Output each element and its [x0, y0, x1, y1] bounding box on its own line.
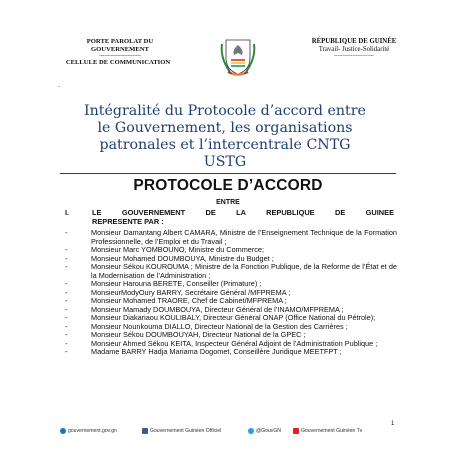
representatives-list — [65, 229, 397, 357]
title-line-1: Intégralité du Protocole d’accord entre — [84, 103, 366, 119]
small-mark: - — [58, 84, 60, 90]
title-underline — [60, 173, 396, 174]
list-item: - Monsieur Diakariaou KOULIBALY, Directeur Général ONAP (Office National du Pétrole); — [65, 313, 376, 322]
footer-bar — [60, 428, 400, 437]
list-item: - Monsieur Harouna BERETE, Conseiller (Primature) ; — [65, 279, 262, 288]
section-title-line-2: REPRESENTE PAR : — [92, 217, 164, 226]
list-item: - Monsieur Damantang Albert CAMARA, Ministre de l’Enseignement Technique de la Formation Professionnelle, de l’Emploi et du Travail ; — [65, 228, 397, 246]
list-item: - Monsieur Mohamed DOUMBOUYA, Ministre du Budget ; — [65, 253, 274, 263]
footer-twitter-label: @GouvGN — [256, 428, 281, 434]
globe-icon — [60, 428, 66, 434]
republic-separator: ------------------------ — [334, 54, 374, 59]
twitter-icon — [248, 428, 254, 434]
republic-name: RÉPUBLIQUE DE GUINÉE — [311, 38, 397, 45]
list-item: - Monsieur Ahmed Sékou KEITA, Inspecteur Général Adjoint de l’Administration Publique ; — [65, 338, 378, 348]
section-number: I. — [65, 208, 70, 217]
issuer-line-2: GOUVERNEMENT — [91, 46, 149, 53]
issuer-line-4: CELLULE DE COMMUNICATION — [65, 59, 171, 66]
article-title — [55, 103, 395, 171]
republic-motto: Travail- Justice-Solidarité — [318, 46, 390, 53]
issuer-block — [55, 38, 185, 67]
list-item: - Monsieur Mohamed TRAORE, Chef de Cabinet/MFPREMA ; — [65, 296, 287, 305]
footer-website-link[interactable] — [60, 428, 117, 434]
footer-facebook-link[interactable] — [142, 428, 221, 434]
title-line-4: USTG — [203, 154, 247, 170]
protocol-heading: PROTOCOLE D’ACCORD — [133, 177, 323, 194]
footer-youtube-link[interactable] — [293, 428, 362, 434]
page-number: 1 — [391, 421, 395, 427]
issuer-line-1: PORTE PAROLAT DU — [86, 38, 154, 45]
title-line-2: le Gouvernement, les organisations — [97, 120, 353, 136]
list-item: - Monsieur Sékou DOUMBOUYAH, Directeur National de la GPEC ; — [65, 330, 306, 339]
guinea-coat-of-arms-icon — [218, 34, 258, 78]
footer-facebook-label: Gouvernement Guinéen Officiel — [150, 428, 222, 434]
list-item: - Madame BARRY Hadja Mariama Dogomet, Conseillère Juridique MEETFPT ; — [65, 347, 342, 356]
list-item: - Monsieur Mamady DOUMBOUYA, Directeur Général de l’INAMO/MFPREMA ; — [65, 304, 344, 314]
list-item: - Monsieur Marc YOMBOUNO, Ministre du Commerce; — [65, 245, 265, 254]
list-item: - MonsieurModyOury BARRY, Secrétaire Général /MFPREMA ; — [65, 287, 291, 297]
section-title-line-1: LE GOUVERNEMENT DE LA REPUBLIQUE DE GUINEE — [92, 208, 394, 217]
issuer-separator: ------------------------- — [99, 54, 141, 59]
list-item: - Monsieur Sékou KOUROUMA ; Ministre de la Fonction Publique, de la Reforme de l’État et de la Modernisation de l’Administration ; — [65, 262, 397, 280]
republic-block — [289, 38, 419, 59]
footer-youtube-label: Gouvernement Guinéen Tv — [301, 428, 363, 434]
footer-website-label: gouvernement.gov.gn — [68, 428, 117, 434]
youtube-icon — [293, 428, 299, 434]
footer-twitter-link[interactable] — [248, 428, 281, 434]
entre-label: ENTRE — [216, 199, 240, 206]
list-item: - Monsieur Nounkouma DIALLO, Directeur National de la Gestion des Carrières ; — [65, 321, 348, 331]
facebook-icon — [142, 428, 148, 434]
title-line-3: patronales et l’intercentrale CNTG — [99, 137, 351, 153]
